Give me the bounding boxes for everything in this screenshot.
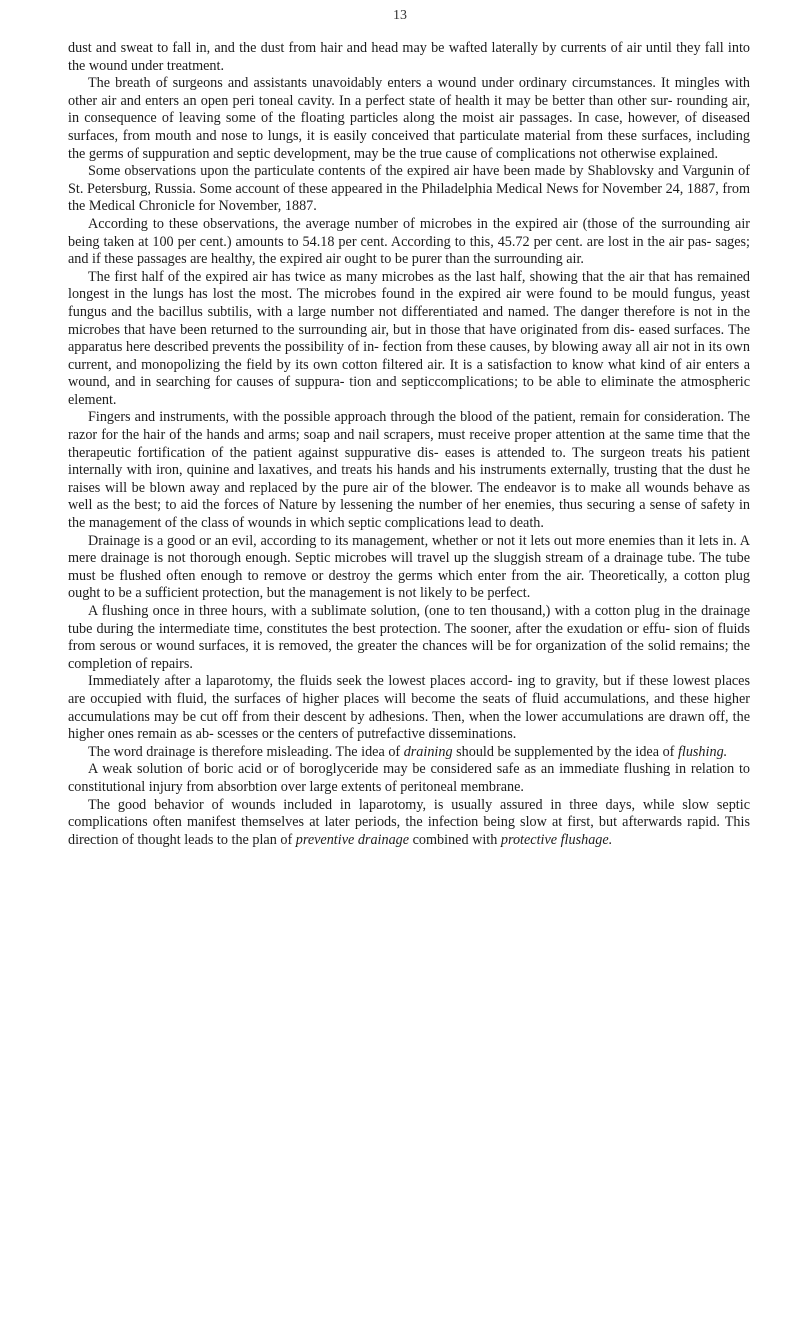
paragraph-breath: The breath of surgeons and assistants unavoidably enters a wound under ordinary circumstances. It mingles with other air and enters an open peri toneal cavity. In a perfect state of health it may be better than other sur- rounding air, in consequence of leaving some of the floating particles along the moist air passages. In case, however, of diseased surfaces, from mouth and nose to lungs, it is easily conceived that particulate material from these surfaces, including the germs of suppuration and septic development, may be the true cause of complications not otherwise explained. [68, 75, 750, 162]
italic-draining: draining [403, 743, 453, 760]
paragraph-drainage: Drainage is a good or an evil, according to its management, whether or not it lets out more enemies than it lets in. A mere drainage is not thorough enough. Septic microbes will travel up the sluggish stream of a drainage tube. The tube must be flushed often enough to remove or destroy the germs which enter from the air. Theoretically, a cotton plug ought to be a sufficient protection, but the management is not likely to be perfect. [68, 532, 750, 602]
page-number: 13 [393, 8, 407, 23]
paragraph-microbe-count: According to these observations, the average number of microbes in the expired air (those of the surrounding air being taken at 100 per cent.) amounts to 54.18 per cent. According to this, 45.72 per cent. are lost in the air pas- sages; and if these passages are healthy, the expired air ought to be purer than the surrounding air. [68, 215, 750, 268]
italic-preventive-drainage: preventive drainage [295, 831, 410, 848]
text-segment: should be supplemented by the idea of [452, 743, 678, 760]
paragraph-drainage-misleading [68, 744, 750, 762]
italic-protective-flushage: protective flushage. [500, 831, 613, 848]
text-segment: The good behavior of wounds included in laparotomy, is usually assured in three days, while slow septic complications often manifest themselves at later periods, the infection being slow at first, but afterwards rapid. This direction of thought leads to the plan of [68, 796, 750, 848]
italic-flushing: flushing. [677, 743, 728, 760]
paragraph-first-half: The first half of the expired air has twice as many microbes as the last half, showing that the air that has remained longest in the lungs has lost the most. The microbes found in the expired air were found to be mould fungus, yeast fungus and the bacillus subtilis, with a large number not differentiated and named. The danger therefore is not in the microbes that have been returned to the surrounding air, but in those that have originated from dis- eased surfaces. The apparatus here described prevents the possibility of in- fection from these causes, by blowing away all air not in its own current, and monopolizing the field by its own cotton filtered air. It is a satisfaction to know what kind of air enters a wound, and in searching for causes of suppura- tion and septiccomplications; to be able to eliminate the atmospheric element. [68, 268, 750, 408]
text-segment: The word drainage is therefore misleading. The idea of [88, 743, 404, 760]
paragraph-observations: Some observations upon the particulate contents of the expired air have been made by Shablovsky and Vargunin of St. Petersburg, Russia. Some account of these appeared in the Philadelphia Medical News for November 24, 1887, from the Medical Chronicle for November, 1887. [68, 163, 750, 215]
page-body [68, 40, 750, 849]
paragraph-laparotomy: Immediately after a laparotomy, the fluids seek the lowest places accord- ing to gravity, but if these lowest places are occupied with fluid, the surfaces of higher places will become the seats of fluid accumulations, and these higher accumulations may be cut off from their descent by adhesions. Then, when the lower accumulations are drawn off, the higher ones remain as ab- scesses or the centers of putrefactive disseminations. [68, 673, 750, 743]
paragraph-conclusion [68, 797, 750, 850]
paragraph-dust: dust and sweat to fall in, and the dust from hair and head may be wafted laterally by currents of air until they fall into the wound under treatment. [68, 40, 750, 74]
text-segment: combined with [409, 831, 501, 848]
paragraph-fingers: Fingers and instruments, with the possible approach through the blood of the patient, remain for consideration. The razor for the hair of the hands and arms; soap and nail scrapers, must receive proper attention at the same time that the therapeutic fortification of the patient against suppurative dis- eases is attended to. The surgeon treats his patient internally with iron, quinine and laxatives, and treats his hands and his instruments externally, trusting that the dust he raises will be blown away and replaced by the pure air of the blower. The endeavor is to make all wounds behave as well as the best; to aid the forces of Nature by lessening the number of her enemies, thus securing a sense of safety in the management of the class of wounds in which septic complications lead to death. [68, 409, 750, 532]
paragraph-flushing-protocol: A flushing once in three hours, with a sublimate solution, (one to ten thousand,) with a cotton plug in the drainage tube during the intermediate time, constitutes the best protection. The sooner, after the exudation or effu- sion of fluids from serous or wound surfaces, it is removed, the greater the chances will be for organization of the solid remains; the completion of repairs. [68, 603, 750, 672]
paragraph-boric-acid: A weak solution of boric acid or of boroglyceride may be considered safe as an immediate flushing in relation to constitutional injury from absorbtion over large extents of peritoneal membrane. [68, 761, 750, 795]
